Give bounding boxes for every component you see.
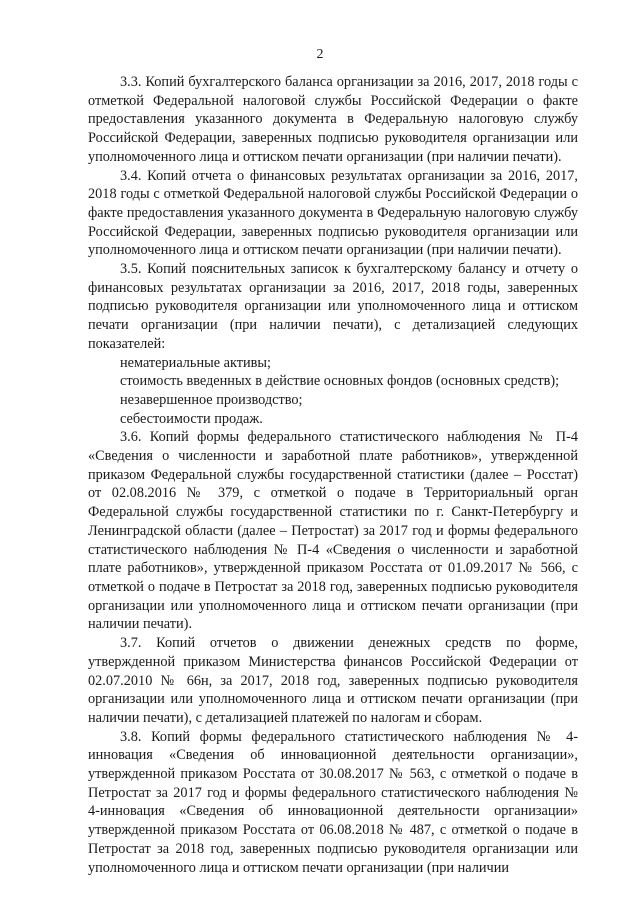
paragraph-3-6: 3.6. Копий формы федерального статистического наблюдения № П-4 «Сведения о численности и заработной плате работников», утвержденной приказом Федеральной службы государственной статистики (далее – Росстат) от 02.08.2016 № 379, с отметкой о подаче в Территориальный орган Федеральной службы государственной статистики по г. Санкт-Петербургу и Ленинградской области (далее – Петростат) за 2017 год и формы федерального статистического наблюдения № П-4 «Сведения о численности и заработной плате работников», утвержденной приказом Росстата от 01.09.2017 № 566, с отметкой о подаче в Петростат за 2018 год, заверенных подписью руководителя организации или уполномоченного лица и оттиском печати организации (при наличии печати). xyxy=(88,429,578,633)
list-item: незавершенное производство; xyxy=(120,391,303,408)
page-number: 2 xyxy=(316,47,324,62)
indicator-list xyxy=(88,354,578,429)
list-item: себестоимости продаж. xyxy=(120,410,263,427)
paragraph-3-8: 3.8. Копий формы федерального статистического наблюдения № 4-инновация «Сведения об инновационной деятельности организации», утвержденной приказом Росстата от 30.08.2017 № 563, с отметкой о подаче в Петростат за 2017 год и формы федерального статистического наблюдения № 4-инновация «Сведения об инновационной деятельности организации» утвержденной приказом Росстата от 06.08.2018 № 487, с отметкой о подаче в Петростат за 2018 год, заверенных подписью руководителя организации или уполномоченного лица и оттиском печати организации (при наличии xyxy=(88,728,578,876)
paragraph-3-7: 3.7. Копий отчетов о движении денежных средств по форме, утвержденной приказом Министерства финансов Российской Федерации от 02.07.2010 № 66н, за 2017, 2018 год, заверенных подписью руководителя организации или уполномоченного лица и оттиском печати организации (при наличии печати), с детализацией платежей по налогам и сборам. xyxy=(88,635,578,726)
list-item: стоимость введенных в действие основных фондов (основных средств); xyxy=(120,373,560,390)
list-item: нематериальные активы; xyxy=(120,354,271,371)
paragraph-3-5: 3.5. Копий пояснительных записок к бухгалтерскому балансу и отчету о финансовых результатах организации за 2016, 2017, 2018 годы, заверенных подписью руководителя организации или уполномоченного лица и оттиском печати организации (при наличии печати), с детализацией следующих показателей: xyxy=(88,261,578,352)
paragraph-3-3: 3.3. Копий бухгалтерского баланса организации за 2016, 2017, 2018 годы с отметкой Федеральной налоговой службы Российской Федерации о факте предоставления указанного документа в Федеральную налоговую службу Российской Федерации, заверенных подписью руководителя организации или уполномоченного лица и оттиском печати организации (при наличии печати). xyxy=(88,74,578,165)
paragraph-3-4: 3.4. Копий отчета о финансовых результатах организации за 2016, 2017, 2018 годы с отметкой Федеральной налоговой службы Российской Федерации о факте предоставления указанного документа в Федеральную налоговую службу Российской Федерации, заверенных подписью руководителя организации или уполномоченного лица и оттиском печати организации (при наличии печати). xyxy=(88,167,578,259)
